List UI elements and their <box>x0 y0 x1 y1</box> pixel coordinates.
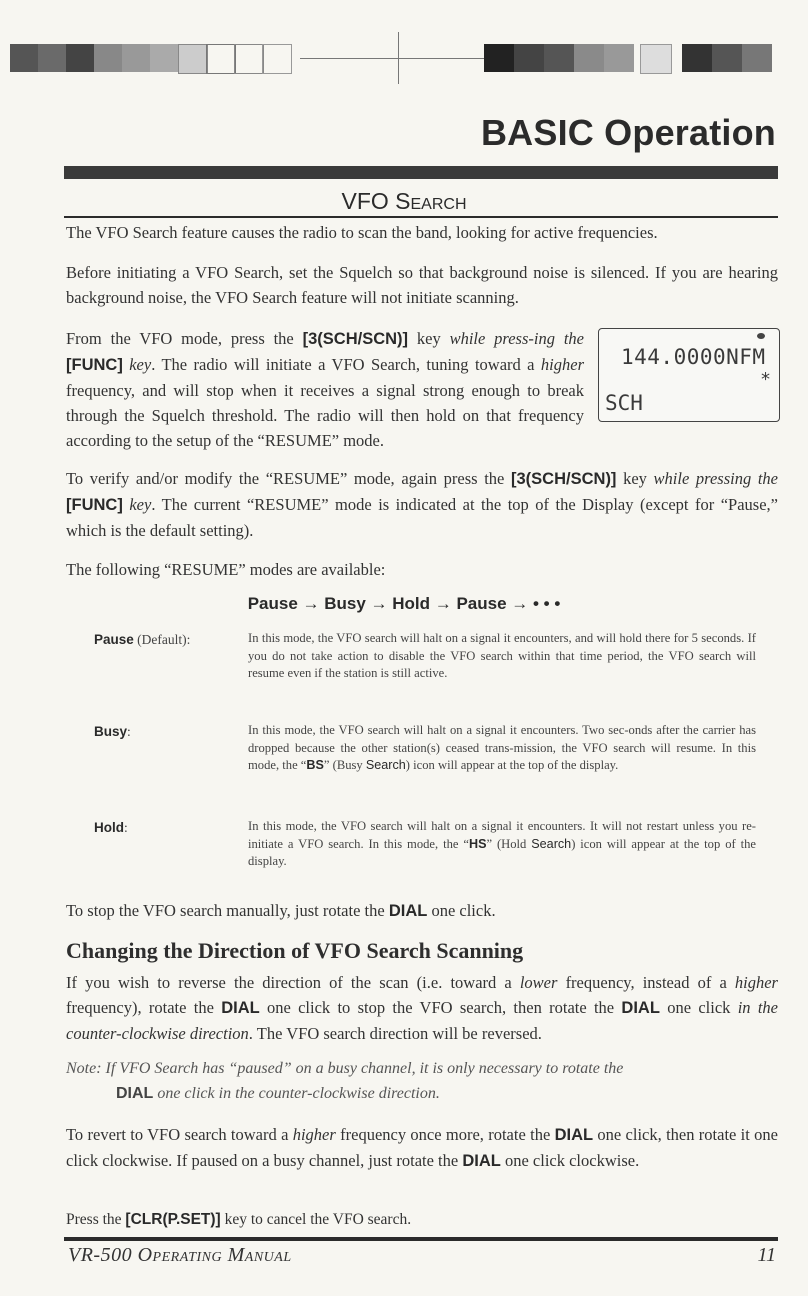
lcd-star: * <box>760 369 771 390</box>
revert-paragraph: To revert to VFO search toward a higher frequency once more, rotate the DIAL one click, then rotate it one click clockwise. If paused on a busy channel, just rotate the DIAL one click clockwise. <box>66 1125 778 1170</box>
mode-label-busy: Busy: <box>94 724 131 739</box>
direction-subheading: Changing the Direction of VFO Search Scanning <box>66 938 524 963</box>
func-key: [FUNC] <box>66 356 123 374</box>
section-title-text: VFO Search <box>341 188 467 214</box>
header-bar <box>64 166 778 179</box>
resume-modes-intro: The following “RESUME” modes are available: <box>66 560 386 579</box>
intro-paragraph-2: Before initiating a VFO Search, set the Squelch so that background noise is silenced. If you are hearing background noise, the VFO Search feature will not initiate scanning. <box>66 263 778 307</box>
clr-key: [CLR(P.SET)] <box>125 1211 221 1228</box>
sch-key: [3(SCH/SCN)] <box>302 330 409 348</box>
footer-manual-title: VR-500 Operating Manual <box>68 1244 292 1266</box>
resume-verify-paragraph: To verify and/or modify the “RESUME” mode, again press the [3(SCH/SCN)] key while pressing the [FUNC] key. The current “RESUME” mode is indicated at the top of the Display (except for “Pause,” which is the default setting). <box>66 469 779 540</box>
note-paragraph: Note: If VFO Search has “paused” on a busy channel, it is only necessary to rotate the DIAL one click in the counter-clockwise direction. <box>66 1060 624 1102</box>
lcd-display-illustration <box>598 328 780 422</box>
mode-label-hold: Hold: <box>94 820 128 835</box>
func-key: [FUNC] <box>66 496 123 514</box>
search-start-paragraph: From the VFO mode, press the [3(SCH/SCN)] key while press-ing the [FUNC] key. The radio will initiate a VFO Search, tuning toward a higher frequency, and will stop when it receives a signal strong enough to break through the Squelch threshold. The radio will then hold on that frequency according to the setup of the “RESUME” mode. <box>66 329 584 450</box>
mode-label-pause: Pause (Default): <box>94 632 191 647</box>
dial-label: DIAL <box>388 902 428 920</box>
footer-bar <box>64 1237 778 1241</box>
lcd-mode: SCH <box>605 391 643 415</box>
mode-desc-pause: In this mode, the VFO search will halt on a signal it encounters, and will hold there for 5 seconds. If you do not take action to disable the VFO search within that time period, the VFO search will resume even if the station is still active. <box>248 631 756 680</box>
stop-search-paragraph: To stop the VFO search manually, just rotate the DIAL one click. <box>66 901 496 920</box>
section-title <box>0 188 808 215</box>
bell-icon <box>757 333 765 339</box>
page-header-title: BASIC Operation <box>480 112 776 153</box>
mode-desc-busy: In this mode, the VFO search will halt on a signal it encounters. Two sec-onds after the carrier has dropped because the other station(s) ceased trans-mission, the VFO search will resume. In this mode, the “BS” (Busy Search) icon will appear at the top of the display. <box>248 723 756 772</box>
cancel-paragraph: Press the [CLR(P.SET)] key to cancel the VFO search. <box>66 1211 412 1228</box>
direction-paragraph: If you wish to reverse the direction of the scan (i.e. toward a lower frequency, instead of a higher frequency), rotate the DIAL one click to stop the VFO search, then rotate the DIAL one click in the counter-clockwise direction. The VFO search direction will be reversed. <box>66 973 778 1043</box>
intro-paragraph-1: The VFO Search feature causes the radio to scan the band, looking for active frequencies. <box>66 223 658 242</box>
resume-mode-sequence: Pause → Busy → Hold → Pause → • • • <box>247 594 561 613</box>
section-rule <box>64 216 778 218</box>
mode-desc-hold: In this mode, the VFO search will halt on a signal it encounters. It will not restart unless you re-initiate a VFO search. In this mode, the “HS” (Hold Search) icon will appear at the top of the display. <box>248 819 756 868</box>
sch-key: [3(SCH/SCN)] <box>511 470 617 488</box>
page-number: 11 <box>757 1244 776 1266</box>
lcd-frequency: 144.0000NFM <box>621 345 766 369</box>
